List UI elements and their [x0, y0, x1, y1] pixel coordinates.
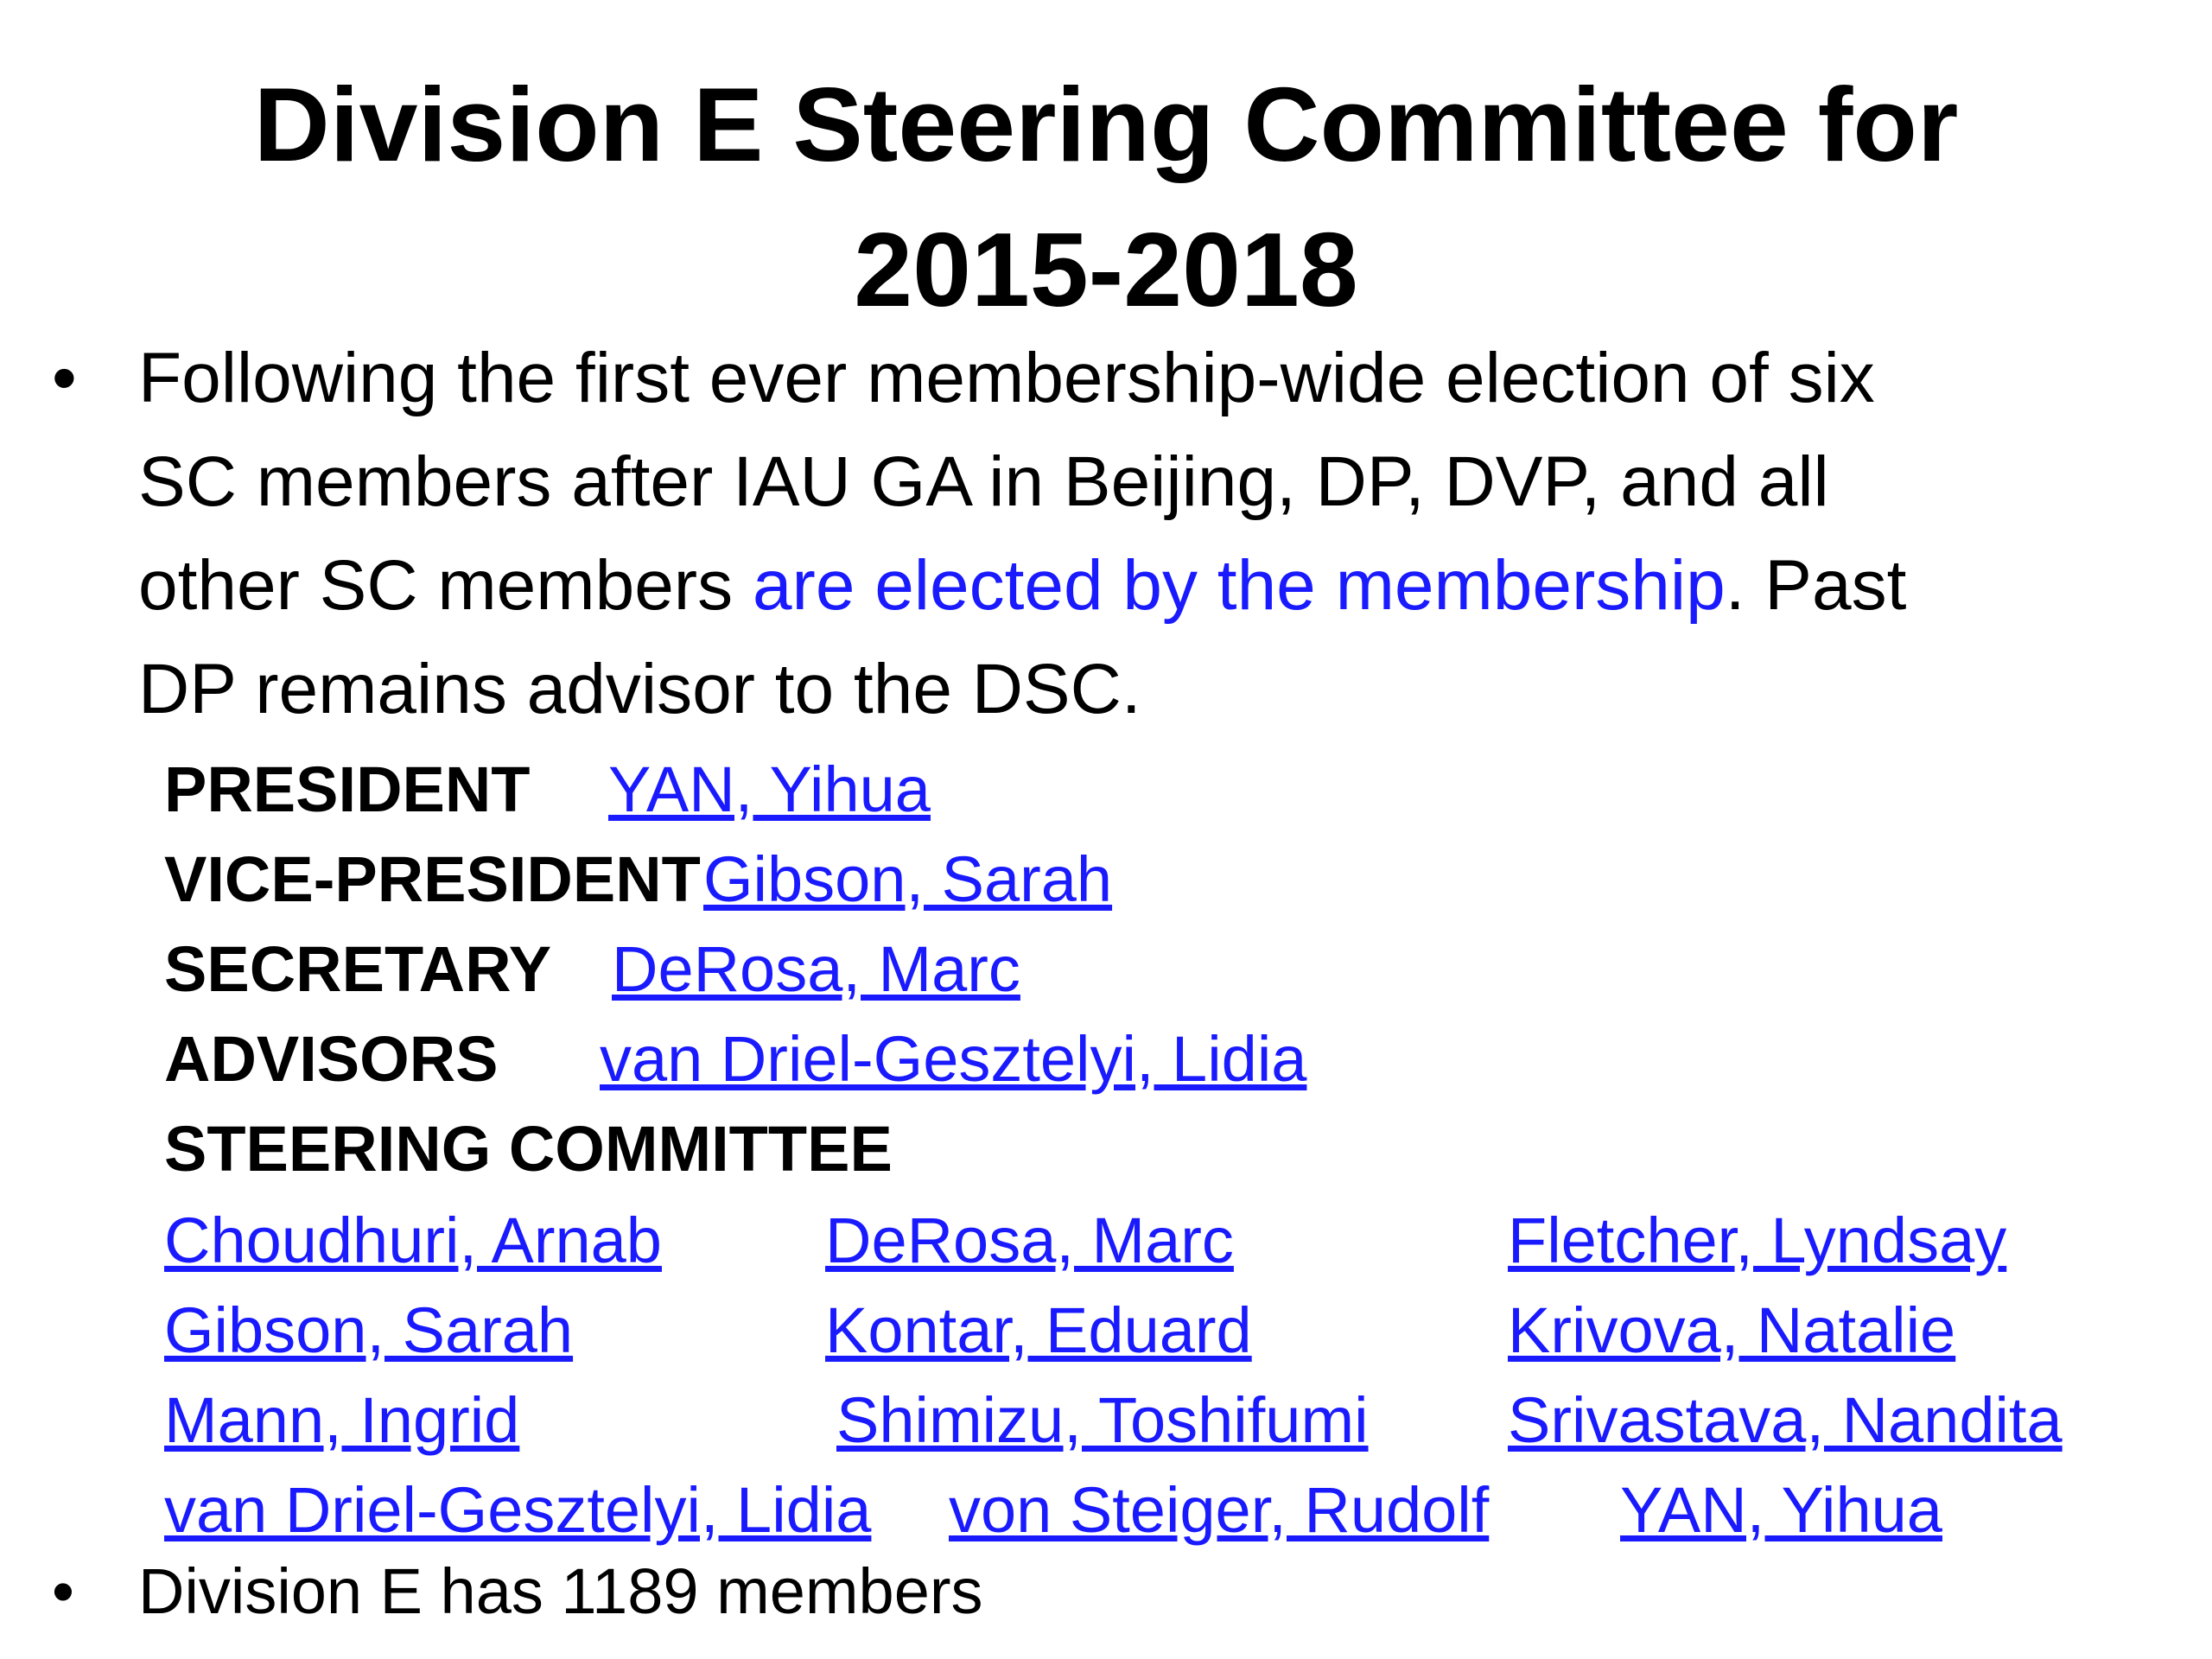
- bullet-line-3-end: . Past: [1725, 546, 1907, 625]
- highlight-elected-by-membership: are elected by the membership: [752, 546, 1726, 625]
- link-secretary-name[interactable]: DeRosa, Marc: [612, 933, 1020, 1005]
- member-link[interactable]: Srivastava, Nandita: [1508, 1384, 2063, 1456]
- slide-title: [0, 52, 2212, 342]
- bullet-paragraph: [138, 327, 2177, 741]
- link-advisor-name[interactable]: van Driel-Gesztelyi, Lidia: [600, 1023, 1307, 1095]
- member-link[interactable]: Kontar, Eduard: [825, 1294, 1252, 1366]
- link-president-name[interactable]: YAN, Yihua: [608, 753, 931, 825]
- member-link[interactable]: Mann, Ingrid: [164, 1384, 520, 1456]
- role-label-vice-president: VICE-PRESIDENT: [164, 843, 701, 915]
- member-link[interactable]: von Steiger, Rudolf: [949, 1474, 1490, 1546]
- role-row-president: [164, 745, 931, 835]
- role-row-vice-president: [164, 835, 1112, 925]
- member-link[interactable]: YAN, Yihua: [1620, 1474, 1942, 1546]
- role-label-president: PRESIDENT: [164, 753, 531, 825]
- bullet-line-4: DP remains advisor to the DSC.: [138, 650, 1141, 728]
- member-link[interactable]: van Driel-Gesztelyi, Lidia: [164, 1474, 872, 1546]
- steering-committee-heading: STEERING COMMITTEE: [164, 1113, 893, 1185]
- link-vice-president-name[interactable]: Gibson, Sarah: [703, 843, 1113, 915]
- role-row-advisors: [164, 1014, 1306, 1104]
- bullet-line-2: SC members after IAU GA in Beijing, DP, DVP, and all: [138, 442, 1829, 521]
- member-count-text: Division E has 1189 members: [138, 1555, 983, 1627]
- bullet-dot-icon: •: [52, 339, 77, 417]
- bullet-member-count: [52, 1547, 2143, 1650]
- bullet-election-info: [52, 327, 2143, 741]
- role-label-advisors: ADVISORS: [164, 1023, 499, 1095]
- member-link[interactable]: Choudhuri, Arnab: [164, 1205, 662, 1276]
- slide-title-line-1: Division E Steering Committee for: [253, 66, 1959, 183]
- member-link[interactable]: Gibson, Sarah: [164, 1294, 574, 1366]
- bullet-line-1: Following the first ever membership-wide election of six: [138, 339, 1875, 417]
- member-link[interactable]: Fletcher, Lyndsay: [1508, 1205, 2007, 1276]
- bullet-line-3-start: other SC members: [138, 546, 753, 625]
- member-link[interactable]: Krivova, Natalie: [1508, 1294, 1956, 1366]
- bullet-line-3: [138, 534, 2177, 638]
- member-link[interactable]: DeRosa, Marc: [825, 1205, 1234, 1276]
- bullet-dot-icon: •: [52, 1555, 74, 1627]
- slide-title-line-2: 2015-2018: [854, 211, 1358, 328]
- role-row-secretary: [164, 925, 1020, 1014]
- member-link[interactable]: Shimizu, Toshifumi: [836, 1384, 1369, 1456]
- role-label-secretary: SECRETARY: [164, 933, 552, 1005]
